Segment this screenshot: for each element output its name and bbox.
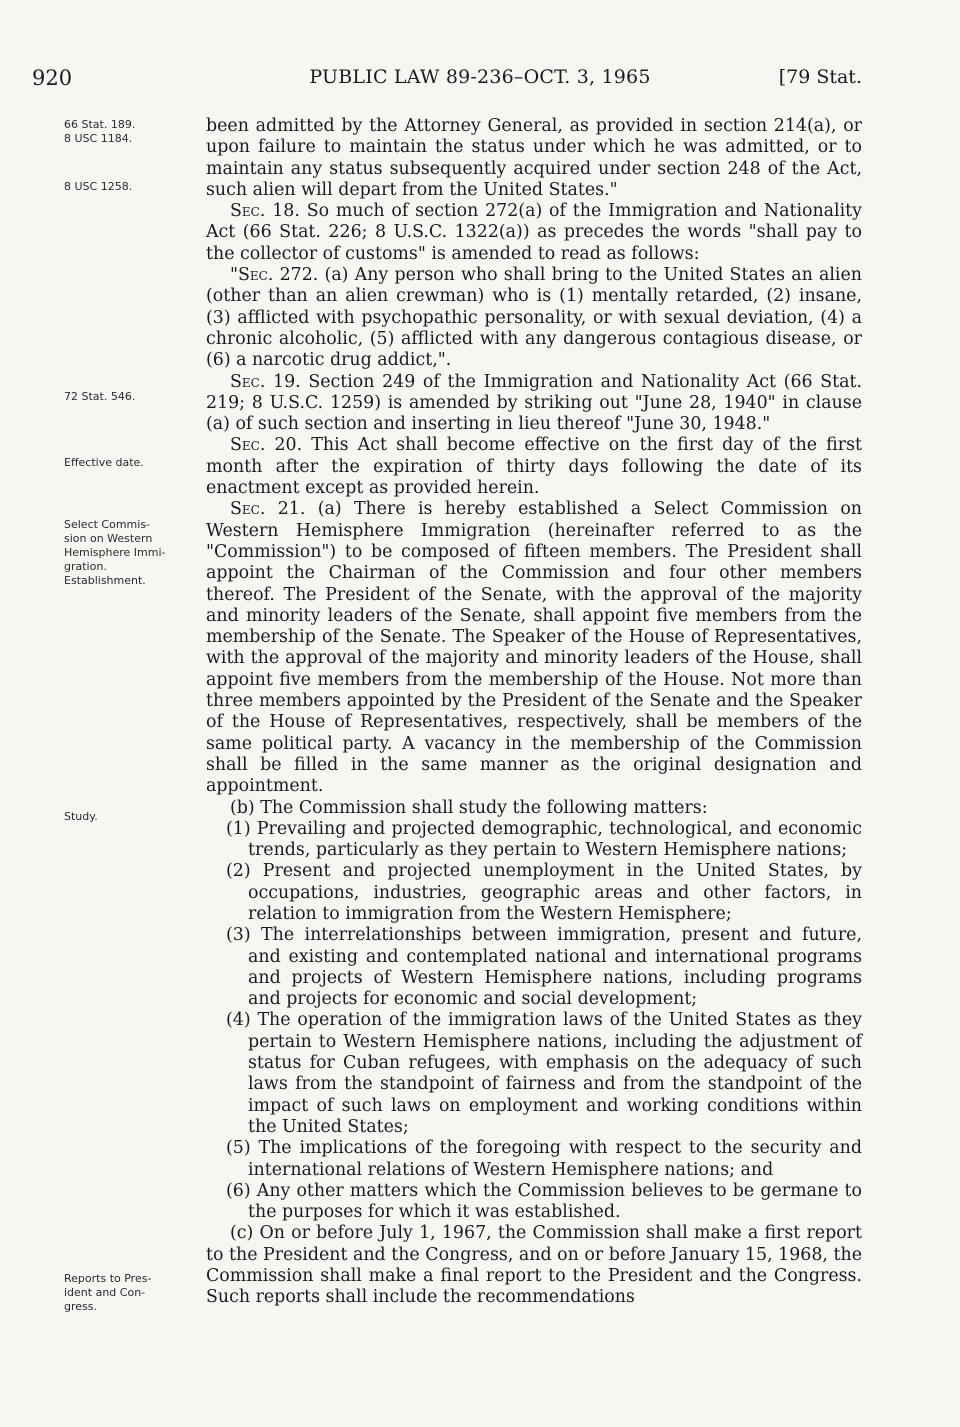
study-item-2: (2) Present and projected unemployment in the United States, by occupations, industries, geographic areas and other factors, in relation to immigration from the Western Hemisphere; xyxy=(226,861,862,924)
margin-note-line: Select Commis- xyxy=(64,518,151,531)
paragraph-continuation: been admitted by the Attorney General, as provided in section 214(a), or upon failure to maintain the status under which he was admitted, or to maintain any status subsequently acquired under section 248 of the Act, such alien will depart from the United States." xyxy=(206,116,862,200)
section-text: (a) There is hereby established a Select Commission on Western Hemisphere Immigration (hereinafter referred to as the "Commission") to be composed of fifteen members. The President shall appoint the Chairman of the Commission and four other members thereof. The President of the Senate, with the approval of the majority and minority leaders of the Senate, shall appoint five members from the membership of the Senate. The Speaker of the House of Representatives, with the approval of the majority and minority leaders of the House, shall appoint five members from the membership of the House. Not more than three members appointed by the President of the Senate and the Speaker of the House of Representatives, respectively, shall be members of the same political party. A vacancy in the membership of the Commission shall be filled in the same manner as the original designation and appointment. xyxy=(206,499,862,797)
study-item-4: (4) The operation of the immigration laws of the United States as they pertain to Western Hemisphere nations, including the adjustment of status for Cuban refugees, with emphasis on the adequacy of such laws from the standpoint of fairness and from the standpoint of the impact of such laws on employment and working conditions within the United States; xyxy=(226,1010,862,1137)
margin-note-effective-date: Effective date. xyxy=(64,456,144,469)
margin-note-line: 66 Stat. 189. xyxy=(64,118,136,131)
margin-note-select-commission xyxy=(64,518,202,588)
study-item-1: (1) Prevailing and projected demographic, technological, and economic trends, particularly as they pertain to Western Hemisphere nations; xyxy=(226,818,862,861)
margin-note-line: 8 USC 1184. xyxy=(64,132,133,145)
section-label: "Sec. 272. xyxy=(230,265,319,286)
section-20 xyxy=(206,435,862,499)
margin-note-reports xyxy=(64,1272,202,1314)
margin-note-line: gress. xyxy=(64,1300,97,1313)
section-label: Sec. 21. xyxy=(230,499,306,520)
statute-reference: [79 Stat. xyxy=(778,66,862,88)
margin-note-line: Hemisphere Immi- xyxy=(64,546,166,559)
section-text: So much of section 272(a) of the Immigration and Nationality Act (66 Stat. 226; 8 U.S.C. 1322(a)) as precedes the words "shall pay to the collector of customs" is amended to read as follows: xyxy=(206,201,862,264)
running-title: PUBLIC LAW 89-236–OCT. 3, 1965 xyxy=(309,66,651,88)
section-19 xyxy=(206,372,862,436)
subsection-c: (c) On or before July 1, 1967, the Commission shall make a first report to the President and the Congress, and on or before January 15, 1968, the Commission shall make a final report to the President and the Congress. Such reports shall include the recommendations xyxy=(206,1223,862,1308)
section-label: Sec. 19. xyxy=(230,371,301,392)
margin-note-stat-546: 72 Stat. 546. xyxy=(64,390,136,403)
margin-note-study: Study. xyxy=(64,810,98,823)
margin-note-stat-189 xyxy=(64,118,202,146)
study-item-6: (6) Any other matters which the Commission believes to be germane to the purposes for which it was established. xyxy=(226,1180,862,1223)
section-18 xyxy=(206,201,862,265)
margin-note-usc-1258: 8 USC 1258. xyxy=(64,180,133,193)
section-272-quote xyxy=(206,265,862,371)
page-body xyxy=(206,116,862,1309)
section-text: Section 249 of the Immigration and Nationality Act (66 Stat. 219; 8 U.S.C. 1259) is amended by striking out "June 28, 1940" in clause (a) of such section and inserting in lieu thereof "June 30, 1948." xyxy=(206,371,862,435)
subsection-b: (b) The Commission shall study the following matters: xyxy=(230,797,708,818)
section-label: Sec. 20. xyxy=(230,435,303,456)
margin-note-line: Reports to Pres- xyxy=(64,1272,152,1285)
margin-note-line: ident and Con- xyxy=(64,1286,146,1299)
page-header xyxy=(0,66,960,96)
study-item-3: (3) The interrelationships between immigration, present and future, and existing and contemplated national and international programs and projects of Western Hemisphere nations, including programs and projects for economic and social development; xyxy=(226,925,862,1010)
section-label: Sec. 18. xyxy=(230,201,300,222)
section-text: This Act shall become effective on the first day of the first month after the expiration of thirty days following the date of its enactment except as provided herein. xyxy=(206,435,862,499)
margin-note-line: Establishment. xyxy=(64,574,146,587)
page-number: 920 xyxy=(32,66,73,90)
margin-note-line: sion on Western xyxy=(64,532,153,545)
margin-note-line: gration. xyxy=(64,560,107,573)
section-text: (a) Any person who shall bring to the United States an alien (other than an alien crewman) who is (1) mentally retarded, (2) insane, (3) afflicted with psychopathic personality, or with sexual deviation, (4) a chronic alcoholic, (5) afflicted with any dangerous contagious disease, or (6) a narcotic drug addict,". xyxy=(206,265,862,371)
section-21 xyxy=(206,499,862,797)
study-item-5: (5) The implications of the foregoing with respect to the security and international relations of Western Hemisphere nations; and xyxy=(226,1138,862,1180)
